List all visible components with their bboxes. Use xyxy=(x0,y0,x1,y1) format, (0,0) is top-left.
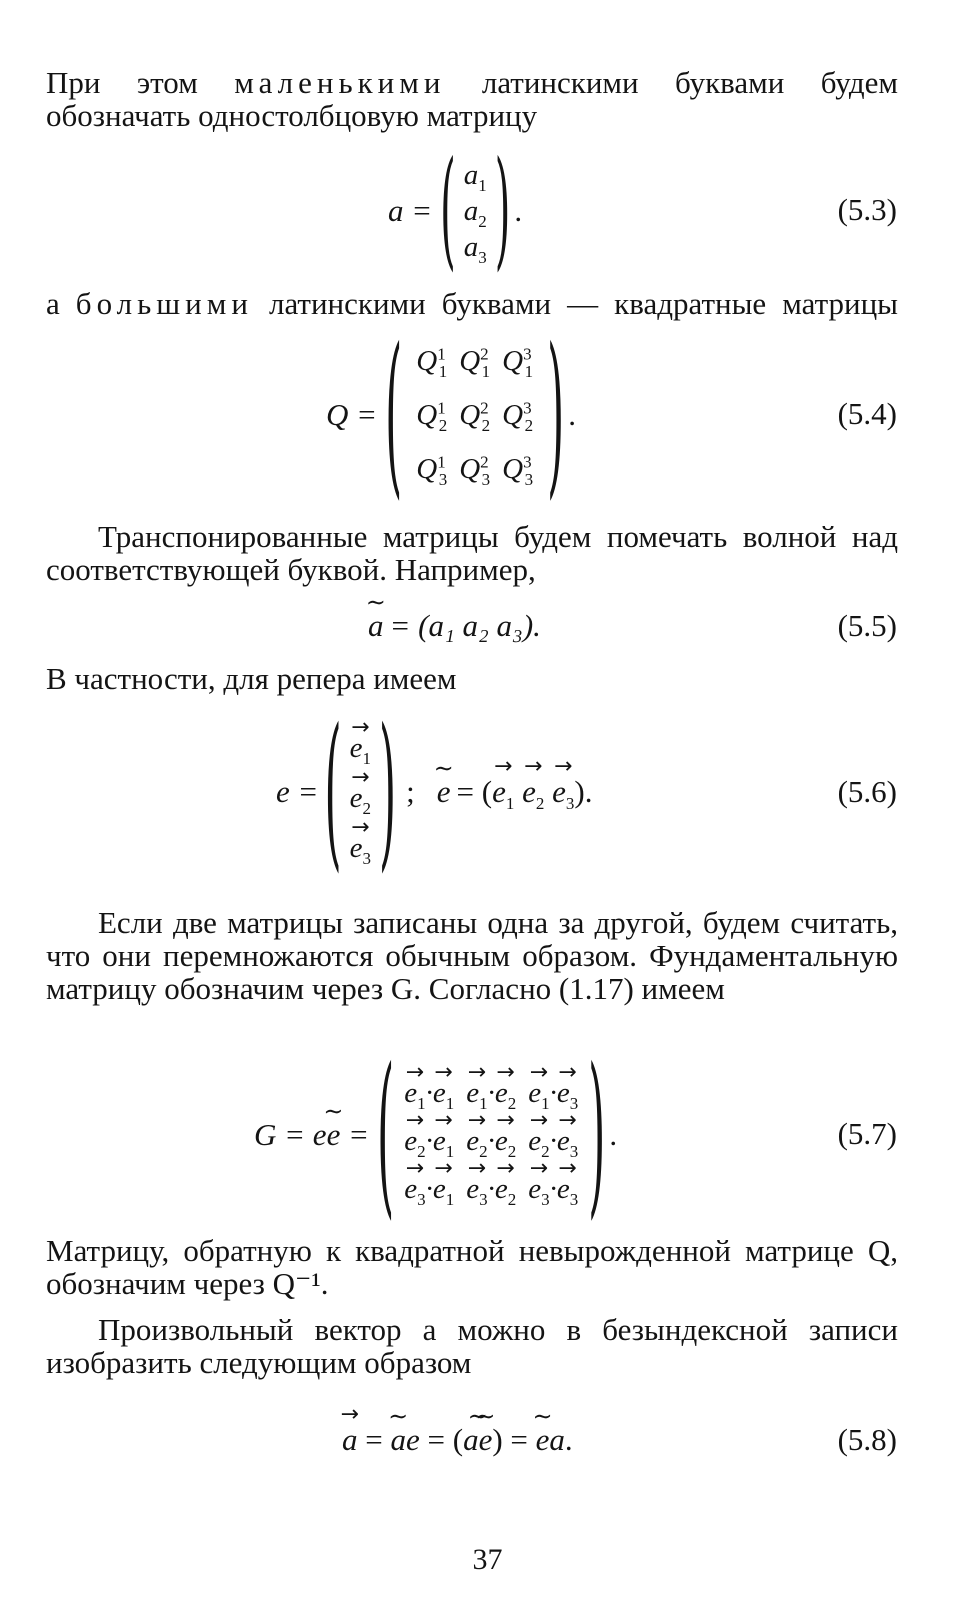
paragraph-1-line-2: обозначать одностолбцовую матрицу xyxy=(46,98,538,133)
column-matrix-a: $a_1$ $a_2$ $a_3$ xyxy=(463,158,487,267)
equation-number: (5.7) xyxy=(837,1116,897,1151)
paragraph-5: Если две матрицы записаны одна за другой, будем считать, что они перемножаются обычным образом. Фундаментальную матрицу обозначим через G. Согласно (1.17) имеем xyxy=(46,905,898,1006)
right-paren: ) xyxy=(494,136,511,285)
equation-number: (5.5) xyxy=(837,608,897,643)
a-tilde: ∼ a xyxy=(368,608,384,644)
eq57-lhs: G = e∼ e = xyxy=(254,1117,369,1153)
equation-5-5 xyxy=(0,606,975,646)
square-matrix-Q: $Q^1_1$ $Q^2_1$ $Q^3_1$ $Q^1_2$ $Q^2_2$ $Q^3_2$ $Q^1_3$ $Q^2_3$ $Q^3_3$ xyxy=(416,344,534,489)
eq55-rhs: = (a₁ a₂ a₃). xyxy=(389,608,541,643)
right-paren: ) xyxy=(378,695,397,889)
left-paren: ( xyxy=(377,1033,395,1237)
gram-matrix-G: → $e_1\cdot\to e_1$ → $e_1\cdot\to e_2$ → $e_1\cdot\to e_3$ → $e_2\cdot\to e_1$ → $e_2\cdot\to e_2$ → $e_2\cdot\to e_3$ → $e_3\cdot\to e_1$ → $e_3\cdot\to e_2$ → $e_3\cdot\to e_3$ xyxy=(398,1063,584,1207)
equation-5-7: G = e∼ e = ( → $e_1\cdot\to e_1$ → $e_1\cdot\to e_2$ → $e_1\cdot\to e_3$ → $e_2\cdot\to e_1$ → $e_2\cdot\to e_2$ → $e_2\cdot\to e_3$ → $e_3\cdot\to e_1$ → $e_3\cdot\to e_2$ → $e_3\cdot\to e_3$ ) . (5.7) xyxy=(0,1050,975,1220)
paragraph-1-line-1: При этом маленькими латинскими буквами будем xyxy=(46,65,898,100)
equation-5-8 xyxy=(0,1418,975,1462)
equation-5-6: e = ( → $e_1$ → $e_2$ → $e_3$ ) ; ∼ e = (→ $e_1 \to e_2 \to e_3$). (5.6) xyxy=(0,712,975,872)
eq58-expression: → a = ∼ ae = (∼ a∼ e) = ∼ ea. xyxy=(342,1422,573,1458)
page-number: 37 xyxy=(472,1543,503,1576)
left-paren: ( xyxy=(440,136,456,285)
paragraph-3: Транспонированные матрицы будем помечать волной над соответствующей буквой. Например, xyxy=(46,519,898,587)
paragraph-7: Произвольный вектор a можно в безындексной записи изобразить следующим образом xyxy=(46,1312,898,1380)
left-paren: ( xyxy=(324,695,342,889)
paragraph-6: Матрицу, обратную к квадратной невырожденной матрице Q, обозначим через Q⁻¹. xyxy=(46,1233,898,1301)
eq56-lhs: e = xyxy=(276,774,319,809)
equation-number: (5.4) xyxy=(837,396,897,431)
paragraph-2: а большими латинскими буквами — квадратные матрицы xyxy=(46,286,899,321)
eq53-lhs: a = xyxy=(388,192,433,228)
e-tilde: ∼ e xyxy=(437,774,451,810)
right-paren: ) xyxy=(588,1033,606,1237)
equation-number: (5.8) xyxy=(837,1422,897,1457)
equation-number: (5.6) xyxy=(837,774,897,809)
right-paren: ) xyxy=(547,313,565,517)
equation-number: (5.3) xyxy=(837,192,897,227)
equation-5-3: a = ( $a_1$ $a_2$ $a_3$ ) . (5.3) xyxy=(388,136,897,285)
equation-5-4: Q = ( $Q^1_1$ $Q^2_1$ $Q^3_1$ $Q^1_2$ $Q^2_2$ $Q^3_2$ $Q^1_3$ $Q^2_3$ $Q^3_3$ ) . (5.4) xyxy=(326,313,897,517)
column-matrix-e: → $e_1$ → $e_2$ → $e_3$ xyxy=(344,718,377,866)
paragraph-4: В частности, для репера имеем xyxy=(46,661,457,696)
eq54-lhs: Q = xyxy=(326,397,378,432)
left-paren: ( xyxy=(385,313,403,517)
